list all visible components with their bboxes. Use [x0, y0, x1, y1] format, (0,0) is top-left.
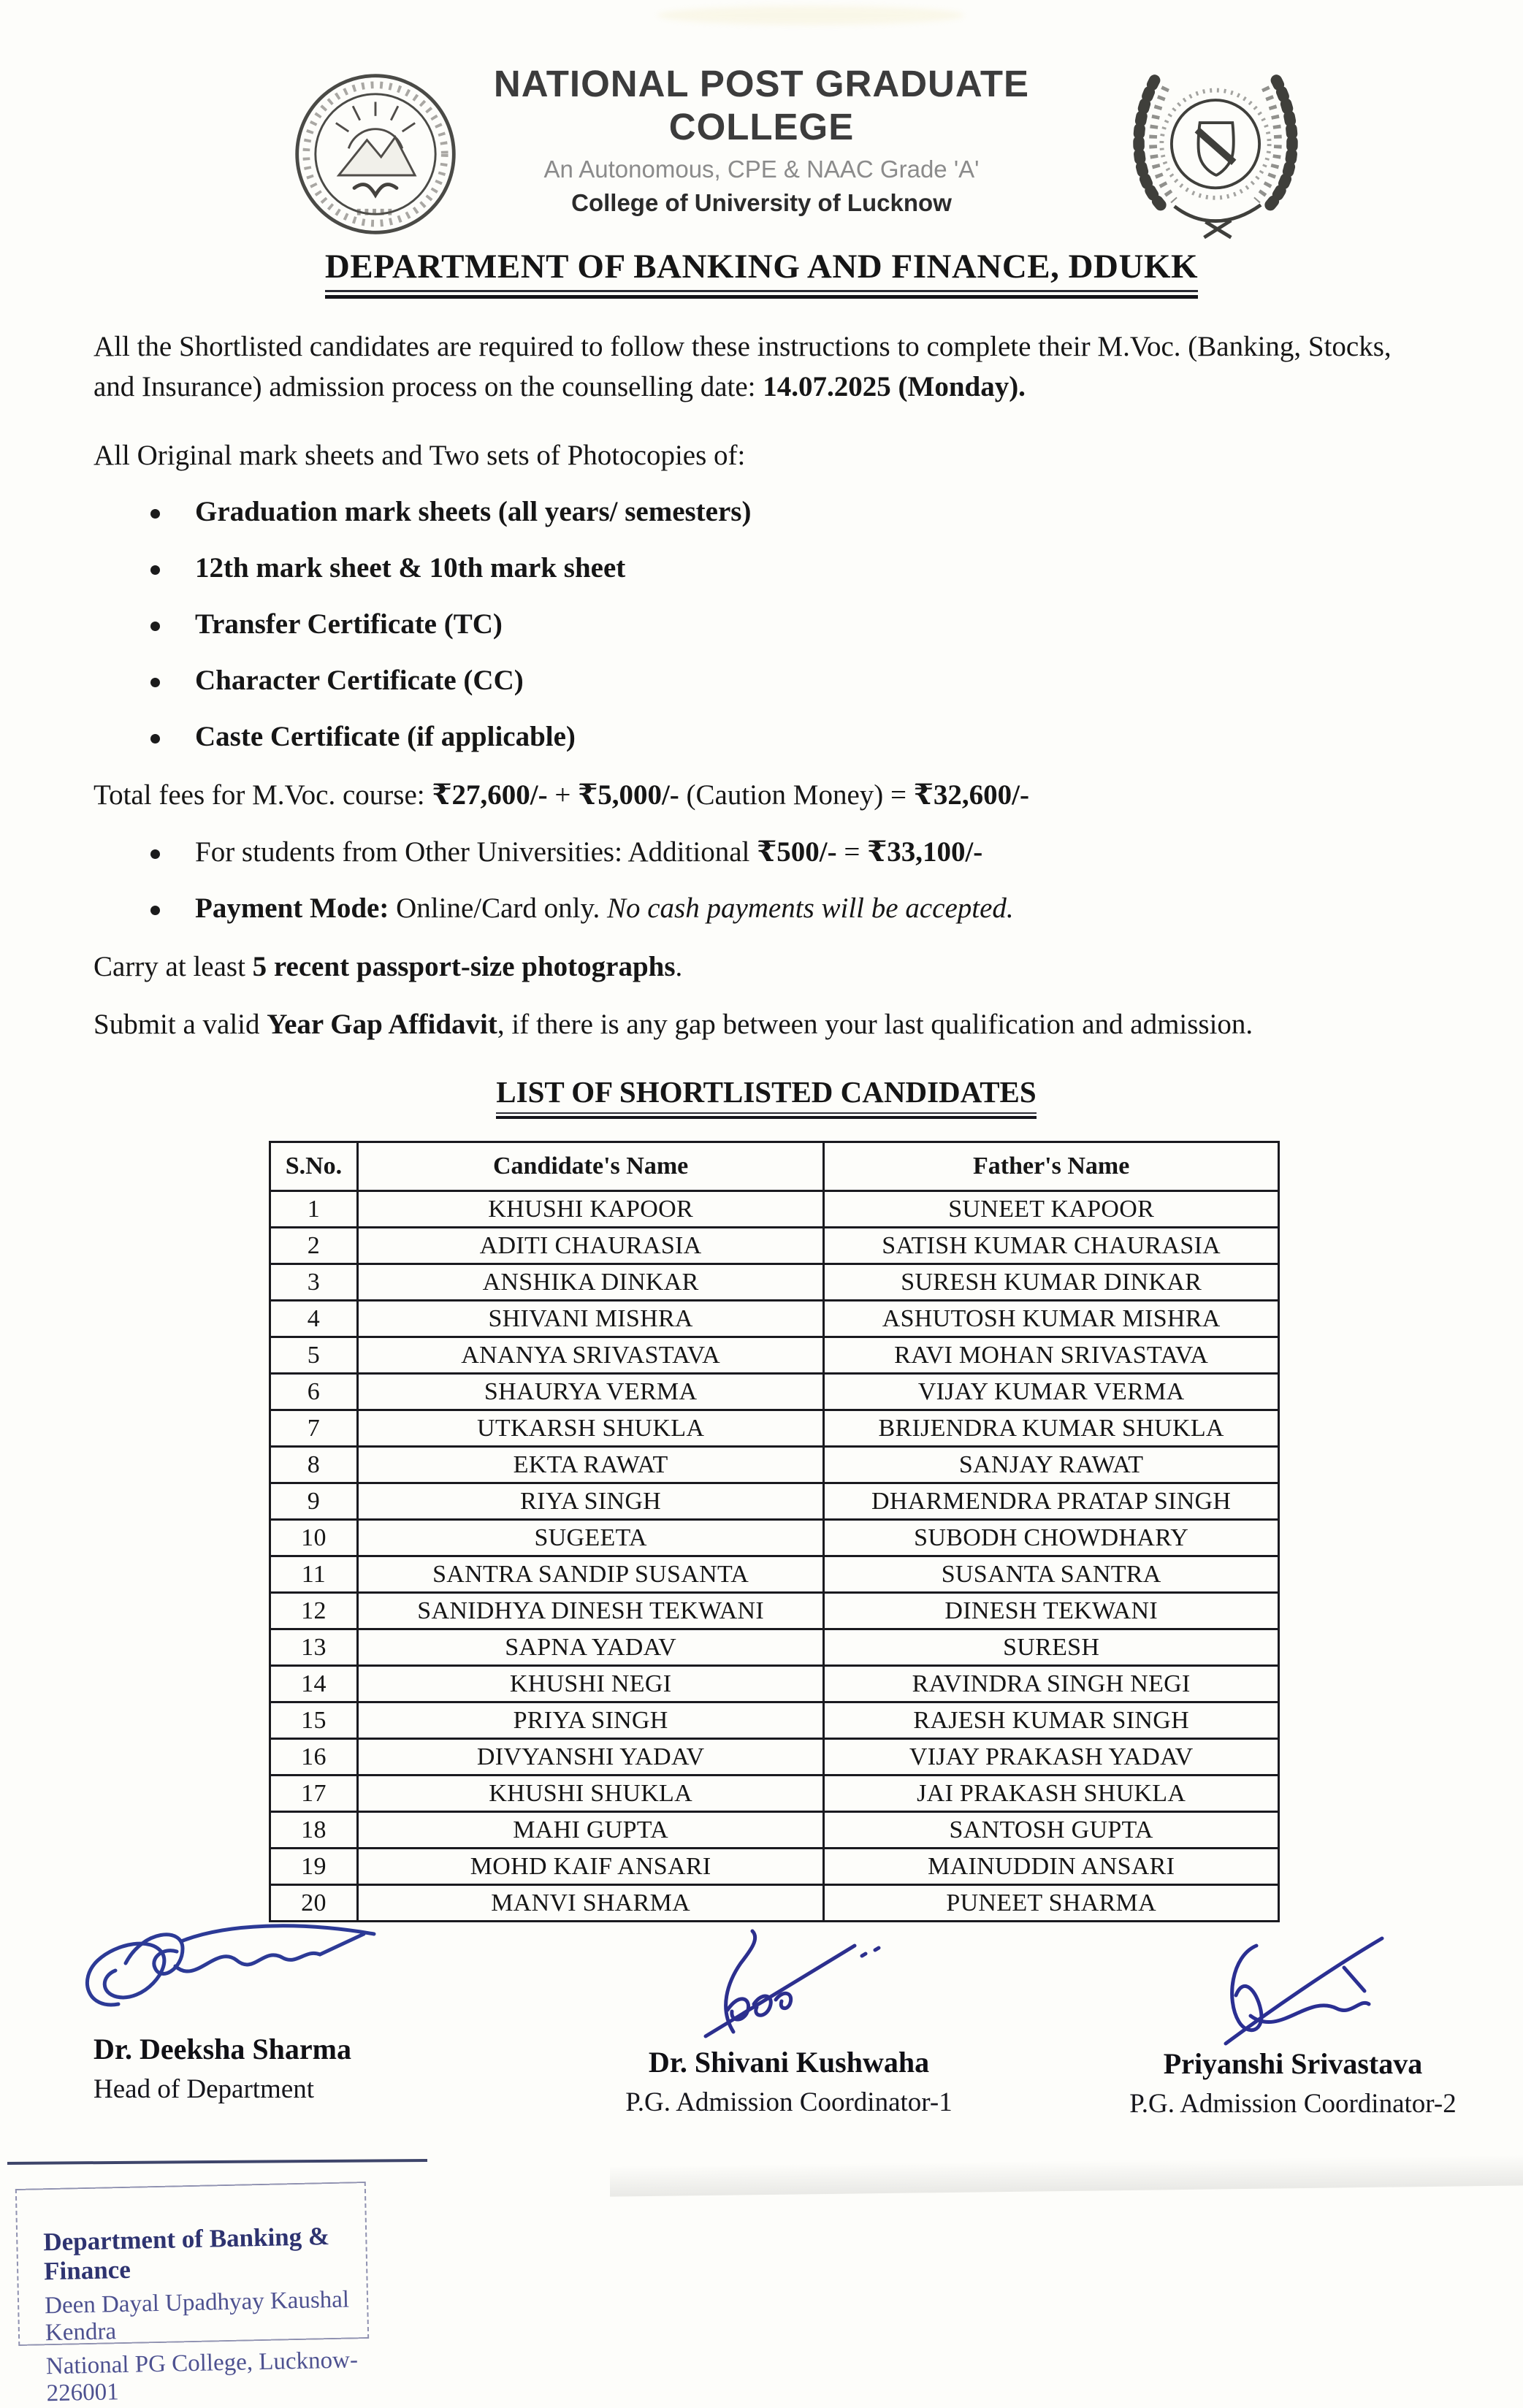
cell-candidate: ANANYA SRIVASTAVA [357, 1337, 823, 1374]
signature-deeksha-sharma [72, 1915, 386, 2039]
cell-sno: 1 [270, 1191, 358, 1228]
letterhead [0, 62, 1523, 234]
table-row [270, 1849, 1279, 1885]
laurel-wreath-icon [1123, 56, 1308, 240]
cell-candidate: KHUSHI NEGI [357, 1666, 823, 1702]
signatory-name: Dr. Deeksha Sharma [93, 2033, 351, 2066]
cell-father: SATISH KUMAR CHAURASIA [824, 1228, 1279, 1264]
cell-father: SUBODH CHOWDHARY [824, 1520, 1279, 1556]
cell-father: RAVI MOHAN SRIVASTAVA [824, 1337, 1279, 1374]
other-fee-sum: ₹33,100/- [867, 836, 983, 868]
bullet-icon [150, 678, 160, 687]
other-fee-prefix: For students from Other Universities: Additional [195, 836, 757, 868]
cell-father: DINESH TEKWANI [824, 1593, 1279, 1629]
cell-candidate: RIYA SINGH [357, 1483, 823, 1520]
cell-sno: 2 [270, 1228, 358, 1264]
cell-father: SANTOSH GUPTA [824, 1812, 1279, 1849]
list-item [150, 665, 1439, 697]
table-row [270, 1228, 1279, 1264]
cell-candidate: SUGEETA [357, 1520, 823, 1556]
document-bullet: Caste Certificate (if applicable) [195, 720, 576, 752]
list-title: LIST OF SHORTLISTED CANDIDATES [496, 1074, 1036, 1119]
cell-sno: 17 [270, 1776, 358, 1812]
table-row [270, 1556, 1279, 1593]
signatory-coordinator-2 [1074, 1930, 1512, 2120]
table-row [270, 1739, 1279, 1776]
cell-sno: 8 [270, 1447, 358, 1483]
photos-prefix: Carry at least [93, 951, 253, 983]
affidavit-prefix: Submit a valid [93, 1009, 267, 1041]
cell-sno: 11 [270, 1556, 358, 1593]
cell-sno: 20 [270, 1885, 358, 1922]
cell-sno: 13 [270, 1629, 358, 1666]
signatory-title: Head of Department [93, 2074, 315, 2105]
table-row [270, 1264, 1279, 1301]
cell-sno: 7 [270, 1410, 358, 1447]
cell-candidate: SANTRA SANDIP SUSANTA [357, 1556, 823, 1593]
counselling-date: 14.07.2025 (Monday). [763, 371, 1026, 403]
table-row [270, 1593, 1279, 1629]
cell-candidate: MOHD KAIF ANSARI [357, 1849, 823, 1885]
cell-sno: 5 [270, 1337, 358, 1374]
college-name: NATIONAL POST GRADUATE COLLEGE [493, 63, 1030, 148]
payment-mode-text [195, 893, 1014, 925]
intro-text: All the Shortlisted candidates are required to follow these instructions to complete their M.Voc. (Banking, Stocks, and Insurance) admission process on the counselling date: [93, 331, 1392, 403]
fees-plus: + [547, 779, 579, 811]
cell-candidate: DIVYANSHI YADAV [357, 1739, 823, 1776]
cell-father: RAVINDRA SINGH NEGI [824, 1666, 1279, 1702]
signature-priyanshi-srivastava [1183, 1930, 1402, 2046]
cell-sno: 19 [270, 1849, 358, 1885]
table-row [270, 1520, 1279, 1556]
document-bullet: Graduation mark sheets (all years/ semesters) [195, 496, 752, 528]
header-father: Father's Name [824, 1142, 1279, 1191]
cell-sno: 4 [270, 1301, 358, 1337]
cell-sno: 6 [270, 1374, 358, 1410]
cell-father: DHARMENDRA PRATAP SINGH [824, 1483, 1279, 1520]
cell-sno: 10 [270, 1520, 358, 1556]
table-row [270, 1410, 1279, 1447]
document-title: DEPARTMENT OF BANKING AND FINANCE, DDUKK [325, 247, 1198, 299]
table-row [270, 1885, 1279, 1922]
table-row [270, 1776, 1279, 1812]
document-body [0, 326, 1523, 1922]
other-university-fee [150, 836, 1439, 869]
bullet-icon [150, 734, 160, 744]
cell-father: RAJESH KUMAR SINGH [824, 1702, 1279, 1739]
cell-candidate: MAHI GUPTA [357, 1812, 823, 1849]
table-row [270, 1191, 1279, 1228]
document-title-wrap [0, 247, 1523, 299]
table-row [270, 1629, 1279, 1666]
list-item [150, 496, 1439, 529]
department-stamp [15, 2182, 369, 2407]
document-bullet: Transfer Certificate (TC) [195, 608, 503, 640]
cell-candidate: SHAURYA VERMA [357, 1374, 823, 1410]
college-seal-icon [291, 69, 460, 239]
bullet-icon [150, 849, 160, 859]
strikethrough-line [7, 2159, 427, 2165]
cell-candidate: ANSHIKA DINKAR [357, 1264, 823, 1301]
cell-sno: 16 [270, 1739, 358, 1776]
cell-father: SANJAY RAWAT [824, 1447, 1279, 1483]
total-fees-line [93, 778, 1439, 811]
cell-candidate: SAPNA YADAV [357, 1629, 823, 1666]
header-candidate: Candidate's Name [357, 1142, 823, 1191]
signature-shivani-kushwaha [679, 1922, 898, 2045]
table-row [270, 1374, 1279, 1410]
other-fee-amount: ₹500/- [757, 836, 837, 868]
cell-father: PUNEET SHARMA [824, 1885, 1279, 1922]
signatory-title: P.G. Admission Coordinator-2 [1129, 2089, 1457, 2120]
cell-father: JAI PRAKASH SHUKLA [824, 1776, 1279, 1812]
table-row [270, 1666, 1279, 1702]
photographs-line [93, 950, 1439, 983]
payment-mode [150, 893, 1439, 925]
signatory-name: Dr. Shivani Kushwaha [648, 2046, 930, 2079]
cell-sno: 18 [270, 1812, 358, 1849]
signatory-title: P.G. Admission Coordinator-1 [625, 2087, 953, 2118]
bullet-icon [150, 622, 160, 631]
cell-father: SURESH [824, 1629, 1279, 1666]
other-fee-equals: = [836, 836, 868, 868]
cell-candidate: KHUSHI SHUKLA [357, 1776, 823, 1812]
stamp-line1: Department of Banking & Finance [42, 2222, 330, 2286]
other-university-text [195, 836, 982, 869]
fees-amount-caution: ₹5,000/- [578, 779, 679, 811]
payment-no-cash: No cash payments will be accepted. [606, 893, 1014, 925]
cell-candidate: KHUSHI KAPOOR [357, 1191, 823, 1228]
photocopies-line: All Original mark sheets and Two sets of Photocopies of: [93, 439, 746, 471]
affidavit-line [93, 1008, 1439, 1041]
shortlisted-candidates-table [269, 1141, 1280, 1922]
cell-candidate: EKTA RAWAT [357, 1447, 823, 1483]
scan-smudge [657, 6, 964, 25]
cell-father: VIJAY PRAKASH YADAV [824, 1739, 1279, 1776]
fees-caution-label: (Caution Money) = [679, 779, 914, 811]
college-subtitle: An Autonomous, CPE & NAAC Grade 'A' [543, 156, 980, 183]
payment-label: Payment Mode: [195, 893, 389, 925]
table-row [270, 1301, 1279, 1337]
cell-sno: 9 [270, 1483, 358, 1520]
bullet-icon [150, 906, 160, 915]
cell-sno: 14 [270, 1666, 358, 1702]
cell-sno: 15 [270, 1702, 358, 1739]
list-item [150, 552, 1439, 585]
photos-suffix: . [675, 951, 683, 983]
payment-method: Online/Card only. [389, 893, 607, 925]
cell-father: BRIJENDRA KUMAR SHUKLA [824, 1410, 1279, 1447]
cell-candidate: SHIVANI MISHRA [357, 1301, 823, 1337]
cell-candidate: UTKARSH SHUKLA [357, 1410, 823, 1447]
fees-total: ₹32,600/- [913, 779, 1029, 811]
bullet-icon [150, 509, 160, 519]
document-bullet: Character Certificate (CC) [195, 664, 524, 696]
cell-father: MAINUDDIN ANSARI [824, 1849, 1279, 1885]
table-row [270, 1812, 1279, 1849]
signatory-hod [42, 2032, 503, 2407]
college-affiliation: College of University of Lucknow [571, 189, 952, 216]
list-item [150, 721, 1439, 754]
bullet-icon [150, 565, 160, 575]
signatory-name: Priyanshi Srivastava [1163, 2047, 1423, 2081]
cell-sno: 12 [270, 1593, 358, 1629]
document-bullet: 12th mark sheet & 10th mark sheet [195, 551, 626, 584]
signatory-coordinator-1 [551, 1922, 1026, 2118]
fees-amount-course: ₹27,600/- [432, 779, 548, 811]
table-row [270, 1702, 1279, 1739]
photos-requirement: 5 recent passport-size photographs [252, 951, 676, 983]
table-header-row [270, 1142, 1279, 1191]
table-row [270, 1483, 1279, 1520]
cell-candidate: MANVI SHARMA [357, 1885, 823, 1922]
list-title-wrap [93, 1074, 1439, 1119]
list-item [150, 608, 1439, 641]
affidavit-suffix: , if there is any gap between your last qualification and admission. [497, 1009, 1253, 1041]
cell-candidate: SANIDHYA DINESH TEKWANI [357, 1593, 823, 1629]
cell-candidate: ADITI CHAURASIA [357, 1228, 823, 1264]
stamp-line3: National PG College, Lucknow-226001 [45, 2347, 359, 2407]
cell-father: SURESH KUMAR DINKAR [824, 1264, 1279, 1301]
cell-father: VIJAY KUMAR VERMA [824, 1374, 1279, 1410]
cell-candidate: PRIYA SINGH [357, 1702, 823, 1739]
affidavit-requirement: Year Gap Affidavit [267, 1009, 497, 1041]
table-row [270, 1337, 1279, 1374]
table-row [270, 1447, 1279, 1483]
fees-prefix: Total fees for M.Voc. course: [93, 779, 432, 811]
documents-list [93, 496, 1439, 753]
cell-father: ASHUTOSH KUMAR MISHRA [824, 1301, 1279, 1337]
header-sno: S.No. [270, 1142, 358, 1191]
college-heading [397, 62, 1127, 217]
cell-father: SUNEET KAPOOR [824, 1191, 1279, 1228]
cell-sno: 3 [270, 1264, 358, 1301]
cell-father: SUSANTA SANTRA [824, 1556, 1279, 1593]
stamp-line2: Deen Dayal Upadhyay Kaushal Kendra [44, 2286, 350, 2347]
intro-paragraph [93, 326, 1439, 408]
